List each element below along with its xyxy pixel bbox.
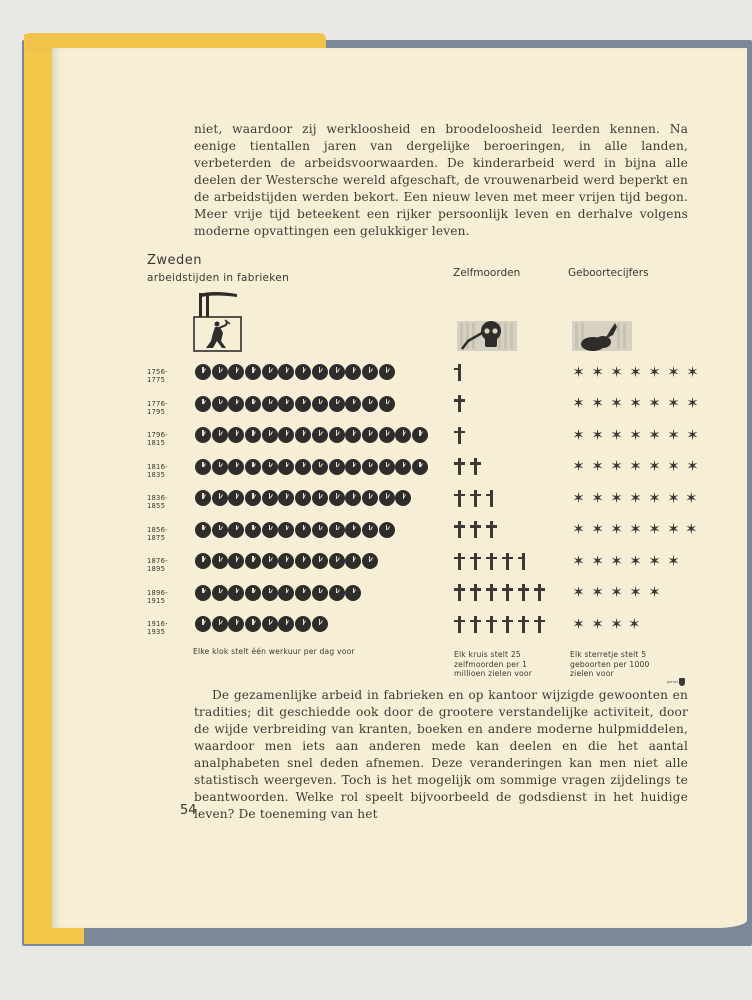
clock-icon — [312, 553, 328, 569]
clock-icon — [228, 490, 244, 506]
cross-group — [454, 551, 525, 571]
clock-group — [195, 490, 411, 506]
clock-icon — [245, 427, 261, 443]
clock-icon — [245, 459, 261, 475]
star-icon: ✶ — [667, 551, 680, 570]
star-icon: ✶ — [667, 394, 680, 412]
clock-icon — [278, 553, 294, 569]
clock-icon — [329, 553, 345, 569]
clock-icon — [228, 585, 244, 601]
column-header-suicides: Zelfmoorden — [453, 267, 521, 279]
star-icon: ✶ — [591, 425, 604, 444]
clock-group — [195, 553, 378, 569]
clock-icon — [262, 427, 278, 443]
cross-icon — [454, 427, 465, 444]
star-group — [571, 551, 681, 571]
clock-icon — [245, 616, 261, 632]
clock-group — [195, 396, 395, 412]
logo-mark-icon — [679, 678, 685, 686]
star-icon: ✶ — [610, 520, 623, 538]
cross-icon — [518, 616, 529, 633]
star-icon: ✶ — [648, 583, 661, 601]
star-group — [571, 488, 698, 508]
star-icon: ✶ — [610, 457, 623, 475]
clock-icon — [395, 490, 411, 506]
clock-icon — [362, 364, 378, 380]
clock-icon — [278, 427, 294, 443]
chart-title: Zweden — [147, 253, 203, 268]
cross-icon — [502, 584, 513, 601]
cross-icon — [470, 616, 481, 633]
clock-icon — [379, 490, 395, 506]
star-icon: ✶ — [667, 425, 680, 444]
clock-icon — [379, 396, 395, 412]
star-icon: ✶ — [610, 394, 623, 412]
star-icon: ✶ — [648, 425, 661, 444]
clock-icon — [228, 427, 244, 443]
star-icon: ✶ — [686, 394, 699, 412]
period-label: 1836-1855 — [147, 494, 168, 510]
clock-icon — [262, 616, 278, 632]
clock-icon — [345, 364, 361, 380]
period-label: 1816-1835 — [147, 462, 168, 479]
clock-icon — [312, 522, 328, 538]
cross-icon — [470, 490, 481, 507]
cross-icon — [454, 395, 465, 412]
clock-icon — [278, 522, 294, 538]
star-icon: ✶ — [572, 551, 585, 570]
clock-icon — [295, 459, 311, 475]
clock-icon — [195, 553, 211, 569]
star-group — [571, 425, 700, 445]
clock-icon — [245, 553, 261, 569]
star-icon: ✶ — [648, 362, 661, 381]
clock-icon — [295, 616, 311, 632]
star-icon: ✶ — [610, 425, 623, 444]
clock-icon — [295, 522, 311, 538]
clock-icon — [278, 396, 294, 412]
legend-star: Elk sterretje stelt 5 geboorten per 1000 zielen voor — [570, 650, 650, 678]
clock-icon — [362, 459, 378, 475]
clock-icon — [345, 427, 361, 443]
clock-icon — [312, 459, 328, 475]
clock-icon — [362, 553, 378, 569]
star-icon: ✶ — [591, 488, 604, 507]
cross-half-icon — [518, 553, 525, 570]
clock-icon — [345, 459, 361, 475]
cross-icon — [470, 584, 481, 601]
cross-icon — [454, 458, 465, 475]
clock-icon — [262, 364, 278, 380]
star-icon: ✶ — [591, 457, 604, 475]
cross-icon — [486, 584, 497, 601]
clock-icon — [212, 553, 228, 569]
period-label: 1856-1875 — [147, 525, 168, 542]
legend-clock: Elke klok stelt één werkuur per dag voor — [193, 647, 355, 656]
star-icon: ✶ — [629, 520, 642, 538]
clock-icon — [362, 396, 378, 412]
star-group — [571, 583, 662, 603]
clock-icon — [195, 459, 211, 475]
star-icon: ✶ — [572, 583, 585, 601]
clock-icon — [345, 522, 361, 538]
star-icon: ✶ — [591, 614, 604, 633]
clock-icon — [329, 459, 345, 475]
clock-icon — [329, 364, 345, 380]
clock-icon — [312, 364, 328, 380]
cross-icon — [502, 616, 513, 633]
star-icon: ✶ — [648, 488, 661, 507]
column-header-births: Geboortecijfers — [568, 267, 649, 279]
clock-icon — [329, 490, 345, 506]
clock-icon — [195, 585, 211, 601]
clock-icon — [195, 364, 211, 380]
star-icon: ✶ — [591, 583, 604, 601]
clock-icon — [212, 459, 228, 475]
star-icon: ✶ — [629, 362, 642, 381]
factory-worker-icon — [193, 291, 243, 353]
clock-icon — [228, 522, 244, 538]
clock-icon — [412, 427, 428, 443]
clock-icon — [195, 490, 211, 506]
legend-cross: Elk kruis stelt 25 zelfmoorden per 1 millioen zielen voor — [454, 650, 533, 678]
paragraph-bottom: De gezamenlijke arbeid in fabrieken en op kantoor wijzigde gewoonten en tradities; dit geschiedde ook door de grootere verstandelijke activiteit, door de wijde verbreiding van kranten, boeken en andere moderne hulpmiddelen, waardoor men iets aan anderen mede kan deelen en die het aantal analphabeten snel deden afnemen. Deze veranderingen kan men niet alle statistisch weergeven. Toch is het mogelijk om sommige vragen zijdelings te beantwoorden. Welke rol speelt bijvoorbeeld de godsdienst in het huidige leven? De toeneming van het — [194, 688, 688, 821]
clock-group — [195, 364, 395, 380]
star-group — [571, 394, 700, 414]
star-icon: ✶ — [667, 488, 680, 507]
clock-icon — [245, 396, 261, 412]
star-icon: ✶ — [572, 614, 585, 633]
cross-icon — [454, 616, 465, 633]
cross-icon — [470, 521, 481, 538]
star-icon: ✶ — [572, 520, 585, 538]
clock-icon — [228, 459, 244, 475]
clock-icon — [212, 396, 228, 412]
clock-icon — [262, 459, 278, 475]
star-icon: ✶ — [610, 362, 623, 381]
clock-icon — [195, 522, 211, 538]
star-icon: ✶ — [648, 394, 661, 412]
clock-icon — [345, 490, 361, 506]
clock-icon — [212, 522, 228, 538]
clock-icon — [262, 522, 278, 538]
clock-icon — [212, 616, 228, 632]
star-icon: ✶ — [686, 362, 699, 381]
star-icon: ✶ — [629, 488, 642, 507]
star-icon: ✶ — [629, 583, 642, 601]
clock-icon — [195, 427, 211, 443]
clock-icon — [329, 585, 345, 601]
cross-icon — [534, 584, 545, 601]
clock-group — [195, 585, 361, 601]
star-group — [571, 614, 641, 634]
star-icon: ✶ — [648, 520, 661, 538]
clock-icon — [278, 459, 294, 475]
clock-icon — [295, 553, 311, 569]
clock-icon — [379, 364, 395, 380]
star-group — [571, 457, 700, 477]
paragraph-top: niet, waardoor zij werkloosheid en broodeloosheid leerden kennen. Na eenige tientallen jaren van dergelijke beroeringen, in alle landen, verbeterden de arbeidsvoorwaarden. De kinderarbeid werd in bijna alle deelen der Westersche wereld afgeschaft, de vrouwenarbeid werd beperkt en de arbeidstijden werden bekort. Een nieuw leven met meer vrijen tijd begon. Meer vrije tijd beteekent een rijker persoonlijk leven en derhalve volgens moderne opvattingen een gelukkiger leven. — [194, 122, 688, 238]
clock-icon — [379, 459, 395, 475]
star-half-icon: ✶ — [685, 520, 698, 538]
star-group — [571, 362, 700, 382]
cross-icon — [470, 458, 481, 475]
clock-icon — [395, 427, 411, 443]
cross-group — [454, 457, 481, 477]
star-icon: ✶ — [591, 551, 604, 570]
clock-icon — [295, 364, 311, 380]
star-icon: ✶ — [667, 362, 680, 381]
cross-icon — [502, 553, 513, 570]
cross-half-icon — [486, 490, 493, 507]
clock-icon — [312, 585, 328, 601]
clock-icon — [312, 616, 328, 632]
clock-icon — [212, 364, 228, 380]
clock-icon — [329, 522, 345, 538]
clock-icon — [245, 522, 261, 538]
clock-icon — [245, 585, 261, 601]
clock-icon — [329, 427, 345, 443]
clock-group — [195, 459, 428, 475]
cross-icon — [534, 616, 545, 633]
cross-icon — [454, 584, 465, 601]
clock-icon — [329, 396, 345, 412]
star-icon: ✶ — [591, 394, 604, 412]
star-icon: ✶ — [572, 425, 585, 444]
clock-icon — [262, 490, 278, 506]
chart-subtitle: arbeidstijden in fabrieken — [147, 272, 290, 284]
star-icon: ✶ — [629, 551, 642, 570]
star-half-icon: ✶ — [628, 614, 641, 633]
period-label: 1916-1935 — [147, 620, 168, 636]
clock-icon — [345, 396, 361, 412]
clock-icon — [278, 490, 294, 506]
star-icon: ✶ — [629, 457, 642, 475]
clock-icon — [412, 459, 428, 475]
star-icon: ✶ — [572, 362, 585, 381]
clock-group — [195, 427, 428, 443]
clock-icon — [245, 364, 261, 380]
star-icon: ✶ — [610, 551, 623, 570]
clock-icon — [278, 585, 294, 601]
cross-half-icon — [454, 364, 461, 381]
star-icon: ✶ — [629, 425, 642, 444]
cross-group — [454, 362, 461, 382]
baby-icon — [571, 317, 633, 353]
star-icon: ✶ — [591, 362, 604, 381]
clock-icon — [295, 396, 311, 412]
star-icon: ✶ — [572, 394, 585, 412]
clock-icon — [278, 364, 294, 380]
clock-group — [195, 522, 395, 538]
clock-icon — [228, 553, 244, 569]
star-half-icon: ✶ — [685, 488, 698, 507]
cross-group — [454, 520, 497, 540]
star-group — [571, 520, 698, 540]
page-number: 54 — [180, 803, 197, 818]
star-icon: ✶ — [610, 614, 623, 633]
star-icon: ✶ — [648, 457, 661, 475]
clock-icon — [379, 427, 395, 443]
clock-icon — [195, 396, 211, 412]
skull-icon — [456, 317, 518, 353]
cross-group — [454, 583, 545, 603]
clock-icon — [295, 490, 311, 506]
star-icon: ✶ — [610, 488, 623, 507]
cross-icon — [486, 521, 497, 538]
clock-icon — [295, 585, 311, 601]
publisher-logo — [667, 678, 685, 686]
clock-icon — [228, 616, 244, 632]
cross-group — [454, 488, 493, 508]
clock-icon — [212, 490, 228, 506]
clock-icon — [262, 553, 278, 569]
clock-icon — [345, 553, 361, 569]
star-icon: ✶ — [667, 520, 680, 538]
clock-icon — [362, 490, 378, 506]
clock-icon — [345, 585, 361, 601]
clock-icon — [195, 616, 211, 632]
period-label: 1876-1895 — [147, 557, 168, 573]
cross-icon — [470, 553, 481, 570]
star-icon: ✶ — [572, 457, 585, 475]
star-icon: ✶ — [648, 551, 661, 570]
logo-text: gerntz — [667, 680, 679, 684]
cross-icon — [454, 490, 465, 507]
clock-icon — [212, 427, 228, 443]
star-icon: ✶ — [629, 394, 642, 412]
cross-icon — [518, 584, 529, 601]
clock-icon — [379, 522, 395, 538]
clock-icon — [362, 522, 378, 538]
period-label: 1756-1775 — [147, 368, 168, 384]
period-label: 1796-1815 — [147, 431, 168, 447]
clock-icon — [312, 396, 328, 412]
clock-group — [195, 616, 328, 632]
star-icon: ✶ — [667, 457, 680, 475]
clock-icon — [312, 427, 328, 443]
clock-icon — [212, 585, 228, 601]
cross-icon — [454, 553, 465, 570]
period-label: 1776-1795 — [147, 399, 168, 416]
period-label: 1896-1915 — [147, 588, 168, 605]
star-icon: ✶ — [572, 488, 585, 507]
clock-icon — [228, 364, 244, 380]
clock-icon — [245, 490, 261, 506]
cross-icon — [454, 521, 465, 538]
star-icon: ✶ — [686, 457, 699, 475]
cross-group — [454, 614, 545, 634]
cross-icon — [486, 553, 497, 570]
star-icon: ✶ — [610, 583, 623, 601]
clock-icon — [262, 396, 278, 412]
clock-icon — [395, 459, 411, 475]
clock-icon — [262, 585, 278, 601]
cross-icon — [486, 616, 497, 633]
star-icon: ✶ — [686, 425, 699, 444]
cross-group — [454, 425, 465, 445]
clock-icon — [362, 427, 378, 443]
cross-group — [454, 394, 465, 414]
clock-icon — [295, 427, 311, 443]
clock-icon — [312, 490, 328, 506]
clock-icon — [278, 616, 294, 632]
clock-icon — [228, 396, 244, 412]
star-icon: ✶ — [591, 520, 604, 538]
